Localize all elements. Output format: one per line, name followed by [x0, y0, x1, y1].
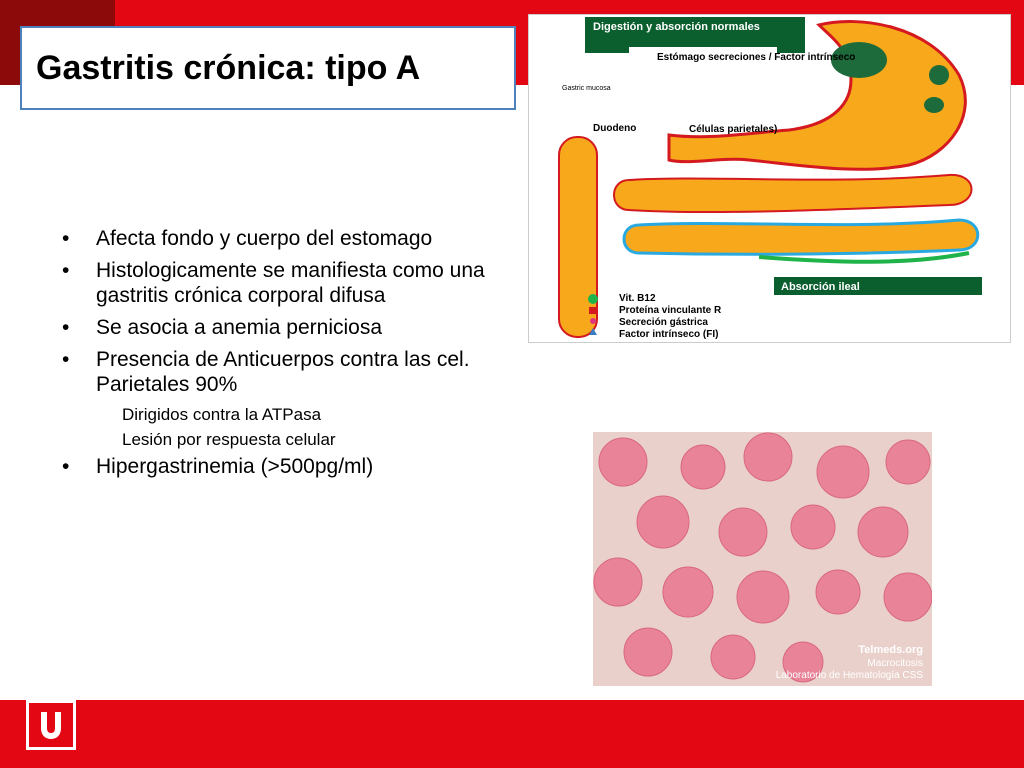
digestion-diagram [528, 14, 1011, 343]
sub-bullet-item: Lesión por respuesta celular [122, 430, 336, 449]
label-duodeno: Duodeno [593, 123, 637, 134]
bullet-item: • Se asocia a anemia perniciosa [62, 316, 383, 339]
diagram-header-text: Digestión y absorción normales [593, 21, 760, 33]
legend-item: Vit. B12 [619, 293, 656, 304]
label-parietal: Células parietales) [689, 124, 778, 135]
label-mucosa: Gastric mucosa [562, 85, 611, 92]
u-logo-icon [26, 700, 76, 750]
legend-item: Factor intrínseco (FI) [619, 329, 719, 340]
bullet-item: • Hipergastrinemia (>500pg/ml) [62, 455, 374, 478]
credit-line-2: Macrocitosis [867, 658, 923, 669]
label-stomach: Estómago secreciones / Factor intrínseco [657, 52, 856, 63]
bullet-item: • Afecta fondo y cuerpo del estomago [62, 227, 433, 250]
credit-line-1: Telmeds.org [858, 644, 923, 656]
bullet-list [62, 226, 502, 486]
blood-smear-svg [593, 432, 932, 686]
slide-title: Gastritis crónica: tipo A [36, 48, 421, 87]
bullet-item: • Histologicamente se manifiesta como una gastritis crónica corporal difusa [62, 259, 485, 307]
bottom-red-band [115, 700, 1024, 768]
u-logo-svg [34, 708, 68, 742]
sub-bullet-item: Dirigidos contra la ATPasa [122, 405, 322, 424]
bullet-item: • Presencia de Anticuerpos contra las cel. Parietales 90% [62, 348, 470, 396]
title-box [20, 26, 516, 110]
label-ileal: Absorción ileal [781, 281, 860, 293]
blood-smear-image [593, 432, 932, 686]
legend-item: Secreción gástrica [619, 317, 708, 328]
legend-item: Proteína vinculante R [619, 305, 722, 316]
digestion-diagram-svg [529, 15, 1010, 342]
credit-line-3: Laboratorio de Hematología CSS [775, 670, 923, 681]
